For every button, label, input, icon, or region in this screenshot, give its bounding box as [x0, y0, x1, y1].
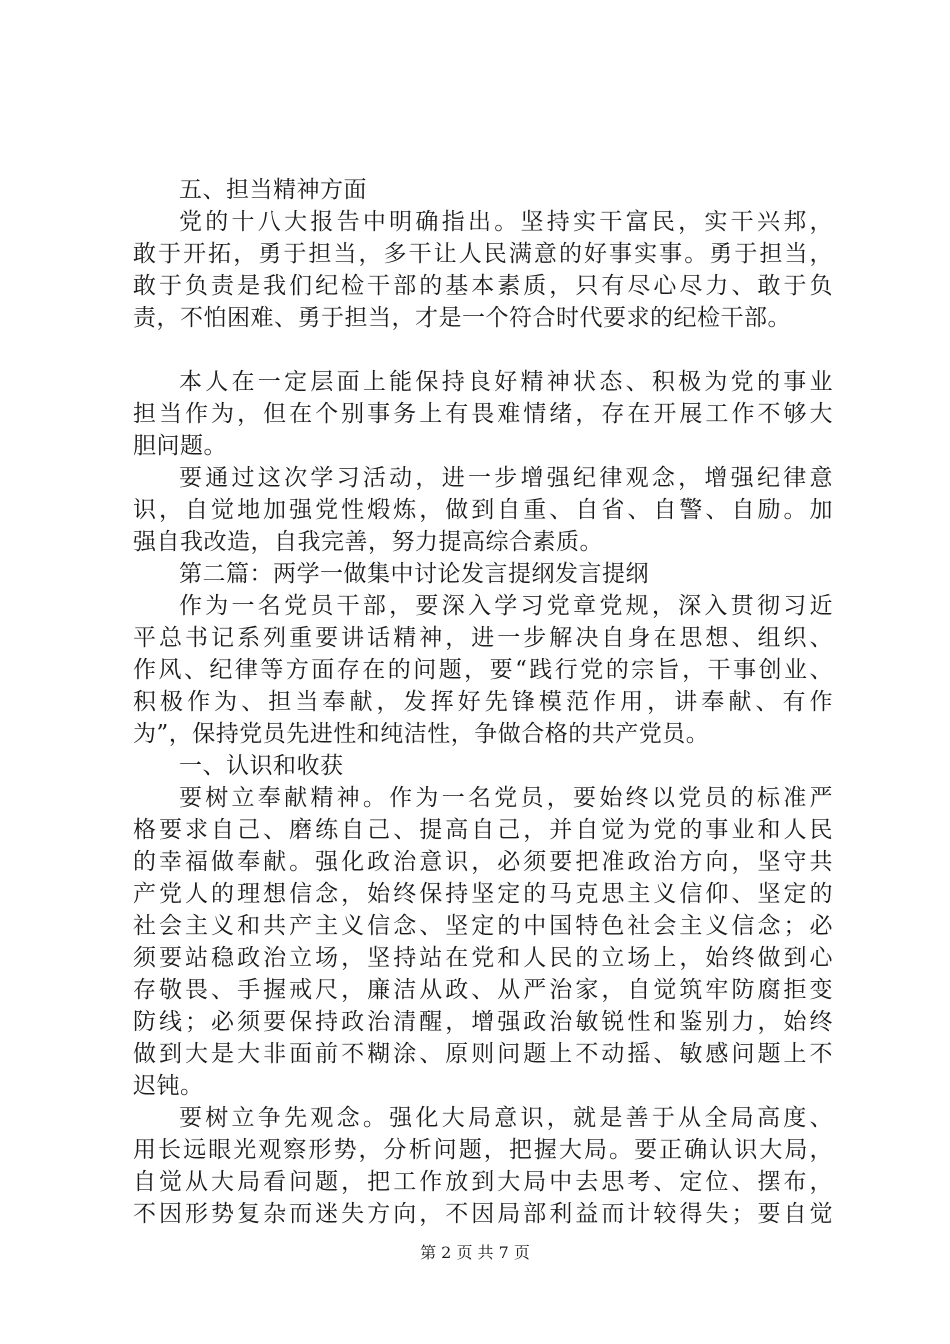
paragraph-line: 为”，保持党员先进性和纯洁性，争做合格的共产党员。: [133, 721, 710, 747]
page-footer: [0, 1243, 950, 1263]
paragraph-line: 敢于开拓，勇于担当，多干让人民满意的好事实事。勇于担当，: [133, 241, 833, 267]
paragraph-line: 要树立争先观念。强化大局意识，就是善于从全局高度、: [179, 1105, 833, 1131]
paragraph-line: 自觉从大局看问题，把工作放到大局中去思考、定位、摆布，: [133, 1169, 833, 1195]
chapter-heading: 第二篇：两学一做集中讨论发言提纲发言提纲: [179, 561, 649, 587]
paragraph-line: 用长远眼光观察形势，分析问题，把握大局。要正确认识大局，: [133, 1137, 833, 1163]
page-number: 第 2 页 共 7 页: [420, 1243, 530, 1262]
paragraph-line: 强自我改造，自我完善，努力提高综合素质。: [133, 529, 603, 555]
paragraph-gap: [133, 334, 833, 366]
section-heading: 一、认识和收获: [179, 753, 344, 779]
paragraph-line: 须要站稳政治立场，坚持站在党和人民的立场上，始终做到心: [133, 945, 833, 971]
paragraph-line: 作为一名党员干部，要深入学习党章党规，深入贯彻习近: [179, 593, 833, 619]
paragraph-line: 积极作为、担当奉献，发挥好先锋模范作用，讲奉献、有作: [133, 689, 833, 715]
paragraph-line: 党的十八大报告中明确指出。坚持实干富民，实干兴邦，: [179, 209, 833, 235]
paragraph-line: 社会主义和共产主义信念、坚定的中国特色社会主义信念；必: [133, 913, 833, 939]
paragraph-line: 胆问题。: [133, 433, 227, 459]
paragraph-line: 敢于负责是我们纪检干部的基本素质，只有尽心尽力、敢于负: [133, 273, 833, 299]
paragraph-line: 产党人的理想信念，始终保持坚定的马克思主义信仰、坚定的: [133, 881, 833, 907]
document-body: [133, 174, 833, 1230]
paragraph-line: 要通过这次学习活动，进一步增强纪律观念，增强纪律意: [179, 465, 833, 491]
paragraph-line: 平总书记系列重要讲话精神，进一步解决自身在思想、组织、: [133, 625, 833, 651]
paragraph-line: 担当作为，但在个别事务上有畏难情绪，存在开展工作不够大: [133, 401, 833, 427]
paragraph-line: 不因形势复杂而迷失方向，不因局部利益而计较得失；要自觉: [133, 1201, 833, 1227]
section-heading: 五、担当精神方面: [179, 177, 367, 203]
paragraph-line: 存敬畏、手握戒尺，廉洁从政、从严治家，自觉筑牢防腐拒变: [133, 977, 833, 1003]
paragraph-line: 的幸福做奉献。强化政治意识，必须要把准政治方向，坚守共: [133, 849, 833, 875]
paragraph-line: 迟钝。: [133, 1073, 204, 1099]
paragraph-line: 本人在一定层面上能保持良好精神状态、积极为党的事业: [179, 369, 833, 395]
paragraph-line: 责，不怕困难、勇于担当，才是一个符合时代要求的纪检干部。: [133, 305, 791, 331]
paragraph-line: 作风、纪律等方面存在的问题，要“践行党的宗旨，干事创业、: [133, 657, 833, 683]
paragraph-line: 格要求自己、磨练自己、提高自己，并自觉为党的事业和人民: [133, 817, 833, 843]
paragraph-line: 要树立奉献精神。作为一名党员，要始终以党员的标准严: [179, 785, 833, 811]
paragraph-line: 防线；必须要保持政治清醒，增强政治敏锐性和鉴别力，始终: [133, 1009, 833, 1035]
paragraph-line: 做到大是大非面前不糊涂、原则问题上不动摇、敏感问题上不: [133, 1041, 833, 1067]
paragraph-line: 识，自觉地加强党性煅炼，做到自重、自省、自警、自励。加: [133, 497, 833, 523]
